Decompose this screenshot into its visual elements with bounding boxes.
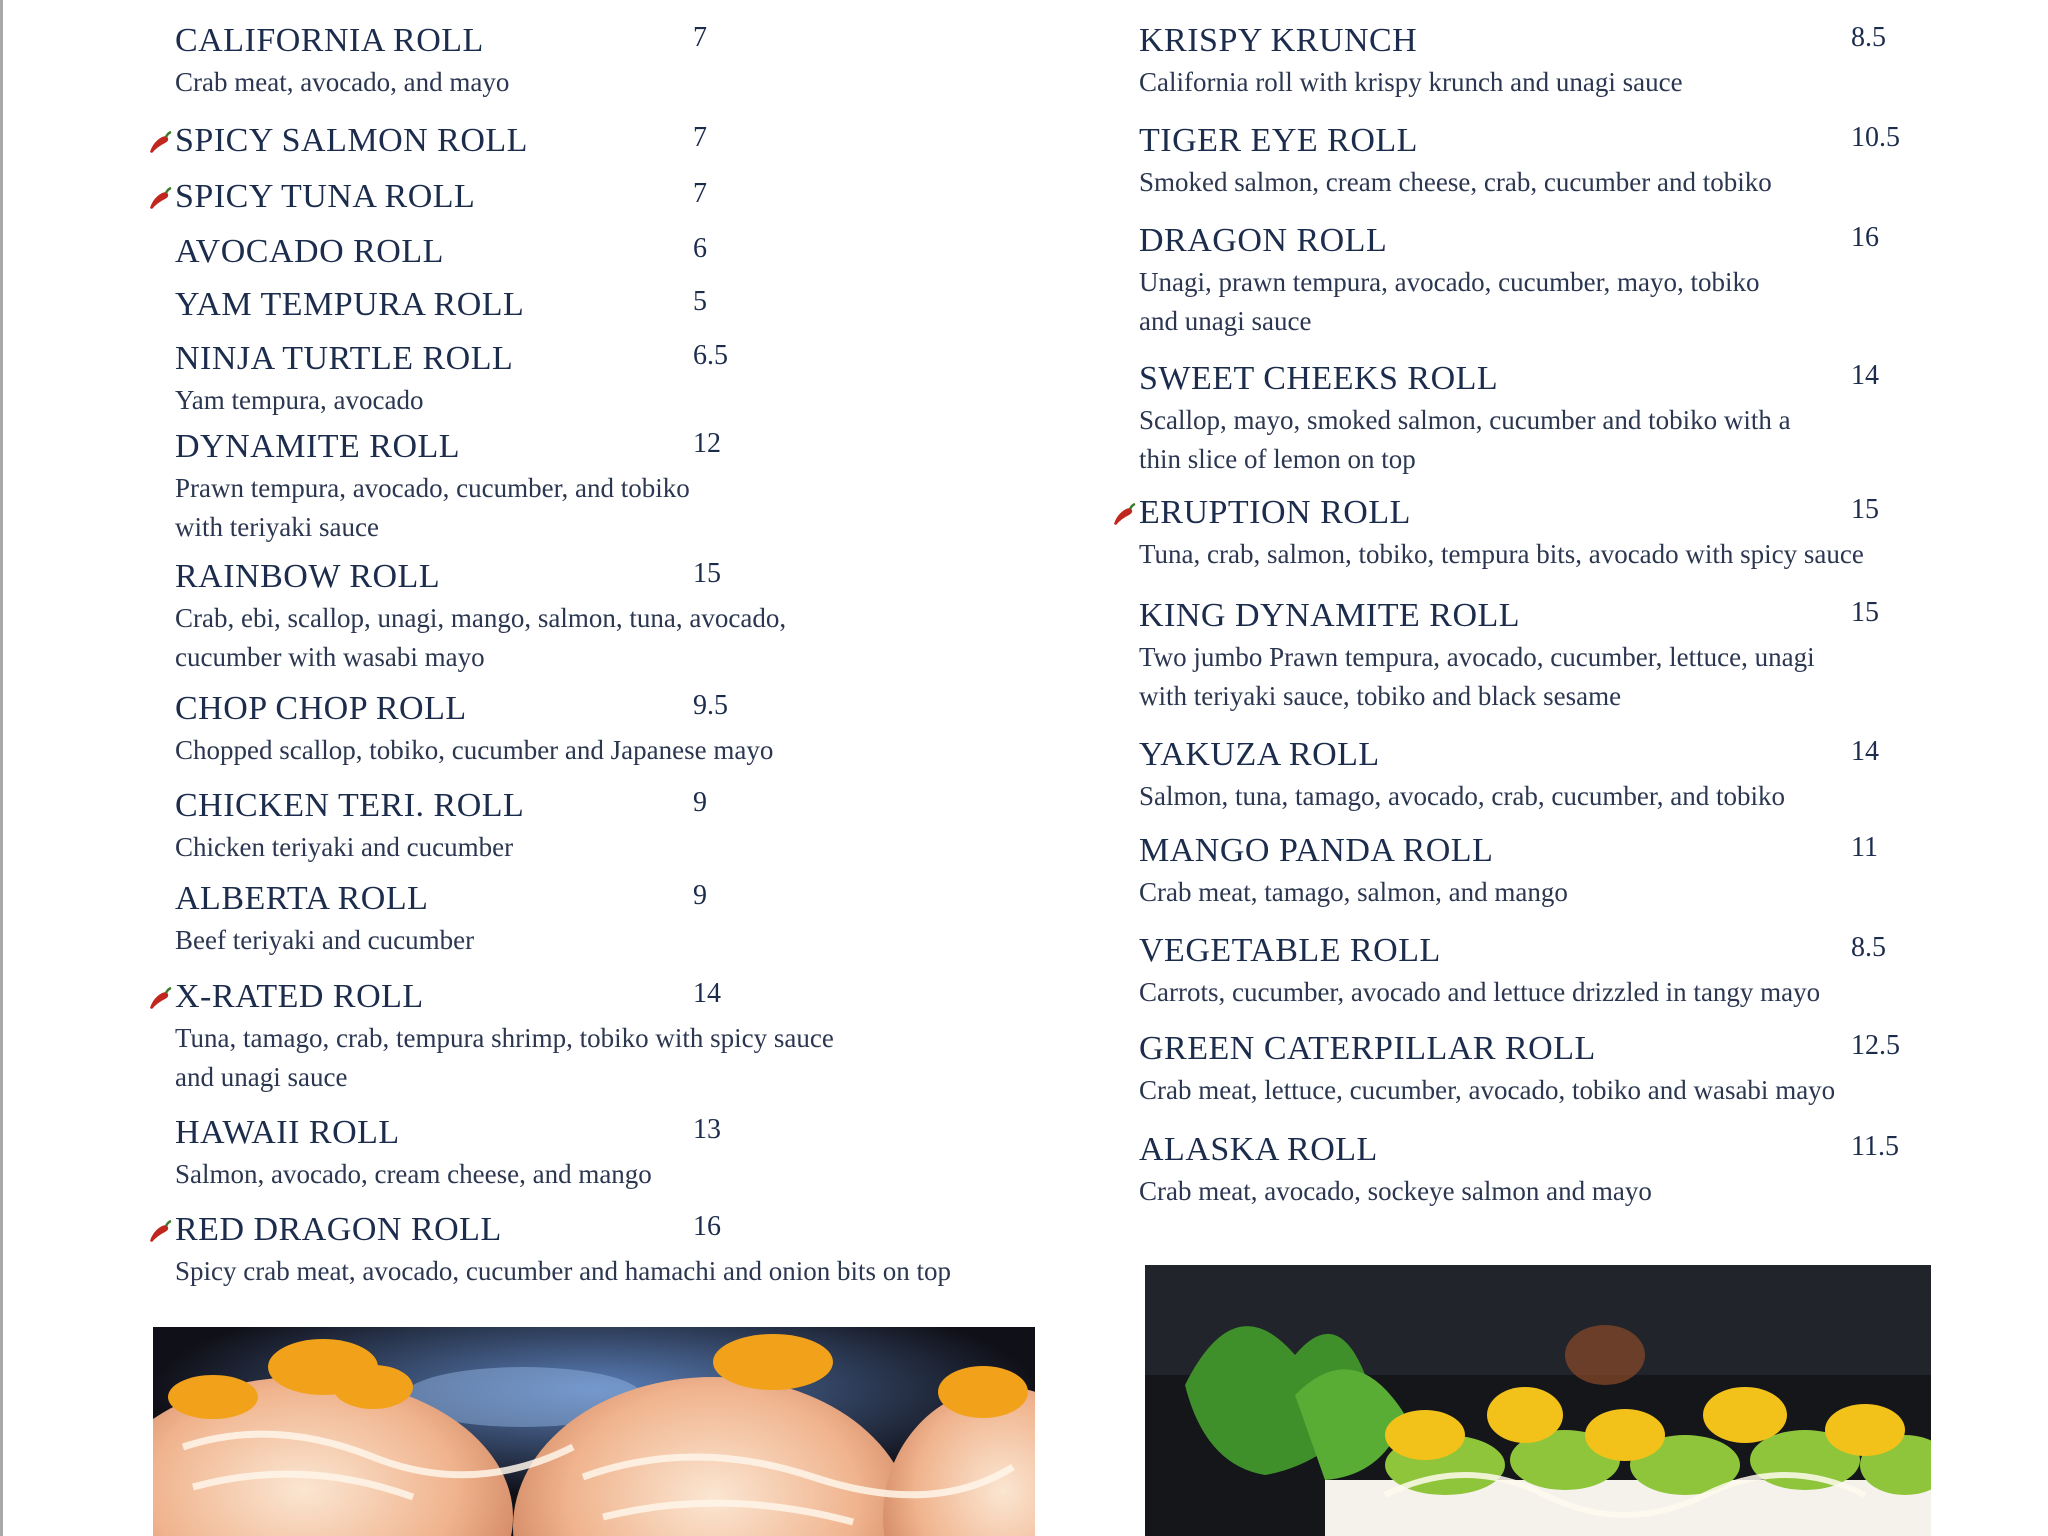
- item-price: 9: [693, 880, 707, 911]
- item-price: 6: [693, 233, 707, 264]
- item-name: ALASKA ROLL: [1139, 1131, 1378, 1168]
- item-price: 12: [693, 428, 721, 459]
- item-name: CHOP CHOP ROLL: [175, 690, 467, 727]
- item-description: Crab, ebi, scallop, unagi, mango, salmon, tuna, avocado, cucumber with wasabi mayo: [175, 603, 787, 672]
- chili-pepper-icon: [147, 130, 173, 156]
- page-edge: [0, 0, 3, 1536]
- item-price: 11.5: [1851, 1131, 1899, 1162]
- item-description: Salmon, tuna, tamago, avocado, crab, cucumber, and tobiko: [1139, 781, 1785, 811]
- item-price: 9: [693, 787, 707, 818]
- item-name: SPICY TUNA ROLL: [175, 178, 476, 215]
- chili-pepper-icon: [147, 1219, 173, 1245]
- item-price: 12.5: [1851, 1030, 1900, 1061]
- item-description: Carrots, cucumber, avocado and lettuce drizzled in tangy mayo: [1139, 977, 1821, 1007]
- item-price: 16: [693, 1211, 721, 1242]
- item-description: Tuna, crab, salmon, tobiko, tempura bits, avocado with spicy sauce: [1139, 539, 1864, 569]
- item-description: Crab meat, lettuce, cucumber, avocado, tobiko and wasabi mayo: [1139, 1075, 1836, 1105]
- item-name: ERUPTION ROLL: [1139, 494, 1411, 531]
- item-price: 14: [693, 978, 721, 1009]
- item-price: 11: [1851, 832, 1878, 863]
- item-name: RED DRAGON ROLL: [175, 1211, 502, 1248]
- item-name: DYNAMITE ROLL: [175, 428, 461, 465]
- item-name: ALBERTA ROLL: [175, 880, 429, 917]
- item-description: California roll with krispy krunch and unagi sauce: [1139, 67, 1683, 97]
- item-description: Spicy crab meat, avocado, cucumber and hamachi and onion bits on top: [175, 1256, 952, 1286]
- item-name: GREEN CATERPILLAR ROLL: [1139, 1030, 1596, 1067]
- item-description: Smoked salmon, cream cheese, crab, cucumber and tobiko: [1139, 167, 1772, 197]
- item-price: 9.5: [693, 690, 728, 721]
- item-name: HAWAII ROLL: [175, 1114, 400, 1151]
- item-price: 13: [693, 1114, 721, 1145]
- item-name: KRISPY KRUNCH: [1139, 22, 1418, 59]
- item-description: Crab meat, avocado, sockeye salmon and mayo: [1139, 1176, 1652, 1206]
- item-description: Scallop, mayo, smoked salmon, cucumber and tobiko with a thin slice of lemon on top: [1139, 405, 1791, 474]
- item-price: 16: [1851, 222, 1879, 253]
- item-price: 14: [1851, 360, 1879, 391]
- item-price: 15: [1851, 597, 1879, 628]
- item-description: Beef teriyaki and cucumber: [175, 925, 475, 955]
- chili-pepper-icon: [147, 186, 173, 212]
- item-name: MANGO PANDA ROLL: [1139, 832, 1494, 869]
- item-price: 10.5: [1851, 122, 1900, 153]
- item-description: Chicken teriyaki and cucumber: [175, 832, 514, 862]
- item-price: 15: [1851, 494, 1879, 525]
- item-description: Two jumbo Prawn tempura, avocado, cucumber, lettuce, unagi with teriyaki sauce, tobiko and black sesame: [1139, 642, 1815, 711]
- item-name: VEGETABLE ROLL: [1139, 932, 1441, 969]
- item-name: TIGER EYE ROLL: [1139, 122, 1418, 159]
- item-name: X-RATED ROLL: [175, 978, 424, 1015]
- chili-pepper-icon: [1111, 502, 1137, 528]
- item-name: YAM TEMPURA ROLL: [175, 286, 525, 323]
- item-name: YAKUZA ROLL: [1139, 736, 1380, 773]
- item-price: 8.5: [1851, 22, 1886, 53]
- item-name: DRAGON ROLL: [1139, 222, 1388, 259]
- item-name: RAINBOW ROLL: [175, 558, 441, 595]
- sushi-photo-right: [1145, 1265, 1931, 1536]
- item-name: AVOCADO ROLL: [175, 233, 444, 270]
- item-description: Crab meat, tamago, salmon, and mango: [1139, 877, 1568, 907]
- item-description: Prawn tempura, avocado, cucumber, and tobiko with teriyaki sauce: [175, 473, 690, 542]
- item-price: 6.5: [693, 340, 728, 371]
- item-name: SPICY SALMON ROLL: [175, 122, 528, 159]
- item-price: 8.5: [1851, 932, 1886, 963]
- item-name: NINJA TURTLE ROLL: [175, 340, 514, 377]
- chili-pepper-icon: [147, 986, 173, 1012]
- item-price: 14: [1851, 736, 1879, 767]
- item-price: 7: [693, 122, 707, 153]
- item-description: Salmon, avocado, cream cheese, and mango: [175, 1159, 652, 1189]
- item-price: 7: [693, 22, 707, 53]
- item-name: CALIFORNIA ROLL: [175, 22, 484, 59]
- item-description: Tuna, tamago, crab, tempura shrimp, tobiko with spicy sauce and unagi sauce: [175, 1023, 834, 1092]
- item-description: Crab meat, avocado, and mayo: [175, 67, 510, 97]
- item-description: Unagi, prawn tempura, avocado, cucumber, mayo, tobiko and unagi sauce: [1139, 267, 1760, 336]
- item-description: Yam tempura, avocado: [175, 385, 424, 415]
- sushi-photo-left: [153, 1327, 1035, 1536]
- item-description: Chopped scallop, tobiko, cucumber and Japanese mayo: [175, 735, 774, 765]
- item-price: 15: [693, 558, 721, 589]
- item-price: 5: [693, 286, 707, 317]
- item-price: 7: [693, 178, 707, 209]
- item-name: SWEET CHEEKS ROLL: [1139, 360, 1499, 397]
- item-name: CHICKEN TERI. ROLL: [175, 787, 525, 824]
- item-name: KING DYNAMITE ROLL: [1139, 597, 1521, 634]
